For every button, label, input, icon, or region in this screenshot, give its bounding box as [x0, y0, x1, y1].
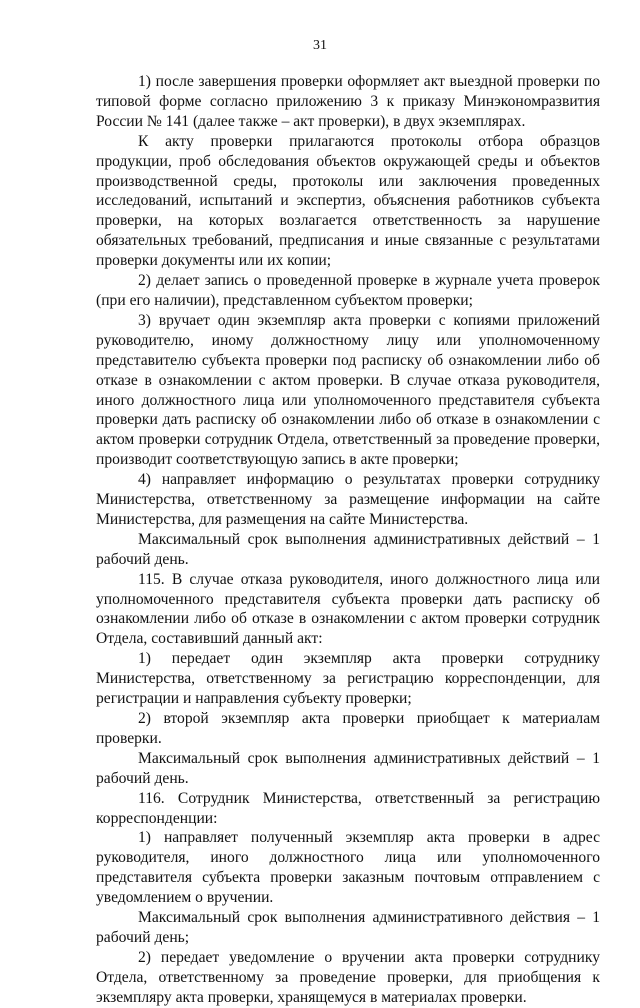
- paragraph: 4) направляет информацию о результатах проверки сотруднику Министерства, ответственному за размещение информации на сайте Министерства, для размещения на сайте Министерства.: [96, 471, 600, 528]
- paragraph: 2) второй экземпляр акта проверки приобщает к материалам проверки.: [96, 710, 600, 747]
- paragraph: 1) после завершения проверки оформляет акт выездной проверки по типовой форме согласно приложению 3 к приказу Минэкономразвития России № 141 (далее также – акт проверки), в двух экземплярах.: [96, 73, 600, 130]
- paragraph: 3) вручает один экземпляр акта проверки с копиями приложений руководителю, иному должностному лицу или уполномоченному представителю субъекта проверки под расписку об ознакомлении либо об отказе в ознакомлении с актом проверки. В случае отказа руководителя, иного должностного лица или уполномоченного представителя субъекта проверки дать расписку об ознакомлении либо об отказе в ознакомлении с актом проверки сотрудник Отдела, ответственный за проведение проверки, производит соответствующую запись в акте проверки;: [96, 311, 600, 469]
- paragraph: Максимальный срок выполнения административных действий – 1 рабочий день.: [96, 749, 600, 787]
- paragraph: 2) делает запись о проведенной проверке в журнале учета проверок (при его наличии), представленном субъектом проверки;: [96, 272, 600, 309]
- paragraph: Максимальный срок выполнения административных действий – 1 рабочий день.: [96, 530, 600, 568]
- paragraph: Максимальный срок выполнения административного действия – 1 рабочий день;: [96, 909, 600, 946]
- paragraph: 1) направляет полученный экземпляр акта проверки в адрес руководителя, иного должностного лица или уполномоченного представителя субъекта проверки заказным почтовым отправлением с уведомлением о вручении.: [96, 829, 600, 907]
- paragraph: 2) передает уведомление о вручении акта проверки сотруднику Отдела, ответственному за проведение проверки, для приобщения к экземпляру акта проверки, хранящемуся в материалах проверки.: [96, 948, 600, 1006]
- paragraph: К акту проверки прилагаются протоколы отбора образцов продукции, проб обследования объектов окружающей среды и объектов производственной среды, протоколы или заключения проведенных исследований, испытаний и экспертиз, объяснения работников субъекта проверки, на которых возлагается ответственность за нарушение обязательных требований, предписания и иные связанные с результатами проверки документы или их копии;: [96, 132, 600, 270]
- paragraph: 116. Сотрудник Министерства, ответственный за регистрацию корреспонденции:: [96, 789, 600, 827]
- paragraph: 1) передает один экземпляр акта проверки сотруднику Министерства, ответственному за регистрацию корреспонденции, для регистрации и направления субъекту проверки;: [96, 650, 600, 708]
- page-number: 31: [313, 38, 327, 53]
- document-body: [96, 72, 600, 1008]
- paragraph: 115. В случае отказа руководителя, иного должностного лица или уполномоченного представителя субъекта проверки дать расписку об ознакомлении либо об отказе в ознакомлении с актом проверки сотрудник Отдела, составивший данный акт:: [96, 570, 600, 648]
